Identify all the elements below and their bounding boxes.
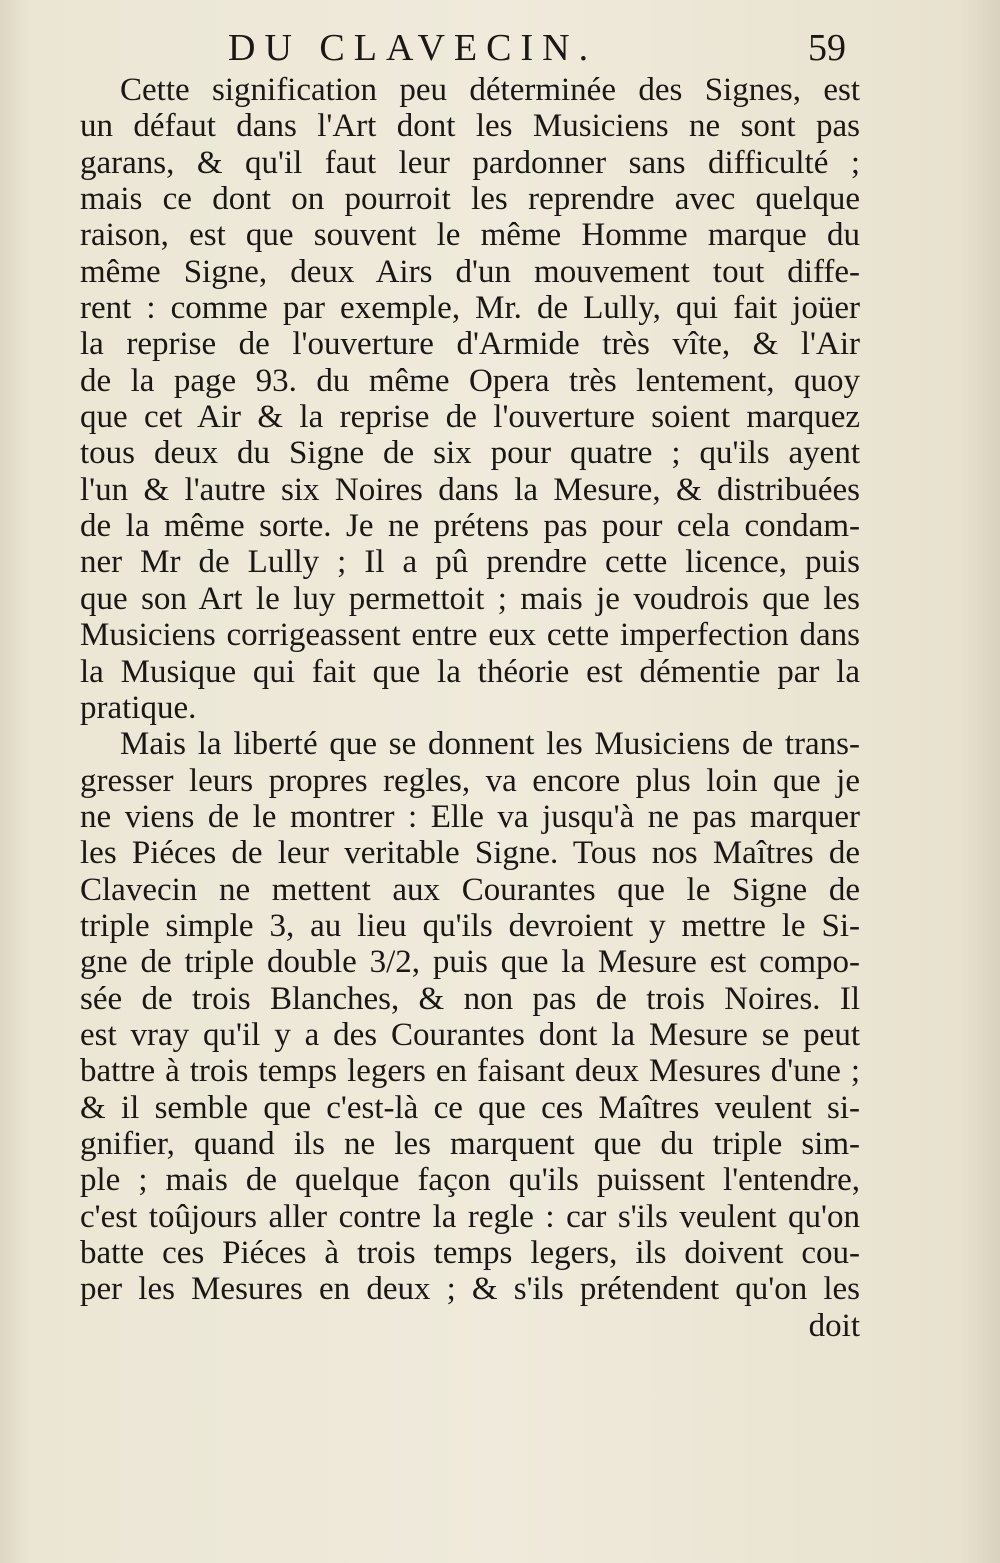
text-line: de la page 93. du même Opera très lentement, quoy xyxy=(80,362,860,399)
paragraph-2 xyxy=(80,726,860,1308)
text-line: gnifier, quand ils ne les marquent que du triple sim- xyxy=(80,1125,860,1162)
text-line: ple ; mais de quelque façon qu'ils puissent l'entendre, xyxy=(80,1162,860,1199)
text-line: Cette signification peu déterminée des Signes, est xyxy=(120,72,860,108)
catchword: doit xyxy=(808,1307,860,1344)
text-line: garans, & qu'il faut leur pardonner sans difficulté ; xyxy=(80,144,860,181)
text-line: rent : comme par exemple, Mr. de Lully, qui fait joüer xyxy=(80,290,860,327)
text-line: & il semble que c'est-là ce que ces Maîtres veulent si- xyxy=(80,1089,860,1126)
text-line: raison, est que souvent le même Homme marque du xyxy=(80,217,860,254)
text-line: batte ces Piéces à trois temps legers, ils doivent cou- xyxy=(80,1235,860,1271)
paragraph-1 xyxy=(80,72,860,726)
text-line: ne viens de le montrer : Elle va jusqu'à ne pas marquer xyxy=(80,798,860,835)
text-line: gne de triple double 3/2, puis que la Mesure est compo- xyxy=(80,944,860,981)
text-line: mais ce dont on pourroit les reprendre avec quelque xyxy=(80,181,860,218)
text-line: Mais la liberté que se donnent les Musiciens de trans- xyxy=(120,726,860,763)
text-line: battre à trois temps legers en faisant deux Mesures d'une ; xyxy=(80,1053,860,1090)
text-line: les Piéces de leur veritable Signe. Tous nos Maîtres de xyxy=(80,835,860,872)
text-line: per les Mesures en deux ; & s'ils prétendent qu'on les xyxy=(80,1271,860,1308)
text-line: même Signe, deux Airs d'un mouvement tout diffe- xyxy=(80,253,860,290)
text-line: que cet Air & la reprise de l'ouverture soient marquez xyxy=(80,399,860,436)
text-line: sée de trois Blanches, & non pas de trois Noires. Il xyxy=(80,980,860,1017)
text-line: ner Mr de Lully ; Il a pû prendre cette licence, puis xyxy=(80,544,860,581)
text-line: la Musique qui fait que la théorie est démentie par la xyxy=(80,653,860,690)
text-line: triple simple 3, au lieu qu'ils devroient y mettre le Si- xyxy=(80,907,860,944)
text-line: un défaut dans l'Art dont les Musiciens ne sont pas xyxy=(80,108,860,145)
text-line: de la même sorte. Je ne prétens pas pour cela condam- xyxy=(80,508,860,545)
text-line: pratique. xyxy=(80,689,197,726)
text-line: l'un & l'autre six Noires dans la Mesure, & distribuées xyxy=(80,471,860,508)
text-line: tous deux du Signe de six pour quatre ; qu'ils ayent xyxy=(80,435,860,472)
text-line: que son Art le luy permettoit ; mais je voudrois que les xyxy=(80,580,860,617)
running-title: DU CLAVECIN. xyxy=(228,27,598,69)
page-number: 59 xyxy=(808,27,846,69)
text-line: c'est toûjours aller contre la regle : car s'ils veulent qu'on xyxy=(80,1198,860,1235)
body-text xyxy=(80,72,860,1344)
text-line: la reprise de l'ouverture d'Armide très vîte, & l'Air xyxy=(80,326,860,363)
text-line: Clavecin ne mettent aux Courantes que le Signe de xyxy=(80,871,860,908)
text-line: est vray qu'il y a des Courantes dont la Mesure se peut xyxy=(80,1016,860,1053)
text-line: Musiciens corrigeassent entre eux cette imperfection dans xyxy=(80,617,860,654)
text-line: gresser leurs propres regles, va encore plus loin que je xyxy=(80,762,860,799)
